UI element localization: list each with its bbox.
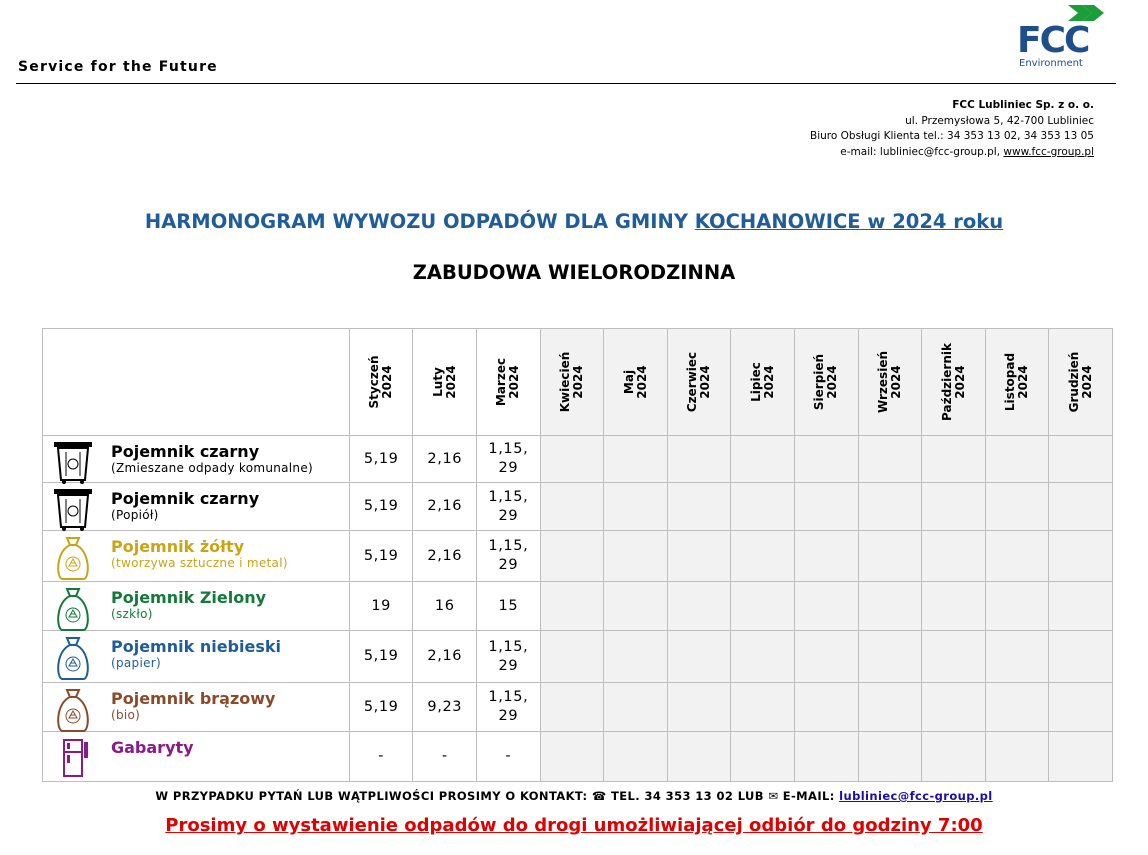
tagline: Service for the Future <box>18 59 218 75</box>
waste-type-cell <box>43 531 350 582</box>
pickup-dates-cell <box>604 531 668 582</box>
pickup-dates-cell <box>985 582 1049 631</box>
pickup-dates-cell <box>922 732 986 782</box>
month-header <box>858 329 922 436</box>
month-label: Listopad 2024 <box>1003 352 1031 412</box>
pickup-dates-cell <box>858 531 922 582</box>
pickup-dates-cell <box>604 732 668 782</box>
company-name: FCC Lubliniec Sp. z o. o. <box>952 99 1094 111</box>
pickup-notice: Prosimy o wystawienie odpadów do drogi umożliwiającej odbiór do godziny 7:00 <box>165 815 983 836</box>
pickup-dates-cell <box>922 436 986 483</box>
pickup-dates-cell: - <box>413 732 477 782</box>
pickup-dates-cell: - <box>477 732 541 782</box>
pickup-dates-cell <box>858 631 922 683</box>
month-label: Sierpień 2024 <box>812 353 840 411</box>
month-header <box>922 329 986 436</box>
month-header <box>604 329 668 436</box>
pickup-dates-cell: 5,19 <box>349 683 413 732</box>
month-header <box>540 329 604 436</box>
pickup-dates-cell: 1,15, 29 <box>477 483 541 531</box>
pickup-dates-cell <box>922 683 986 732</box>
waste-type-name: Pojemnik czarny <box>111 489 260 508</box>
pickup-dates-cell <box>667 436 731 483</box>
pickup-dates-cell: 5,19 <box>349 631 413 683</box>
pickup-dates-cell <box>985 531 1049 582</box>
pickup-dates-cell <box>1049 483 1113 531</box>
pickup-dates-cell <box>540 531 604 582</box>
pickup-dates-cell <box>540 683 604 732</box>
month-header <box>477 329 541 436</box>
pickup-dates-cell: 1,15, 29 <box>477 683 541 732</box>
pickup-dates-cell <box>795 483 859 531</box>
pickup-dates-cell: 1,15, 29 <box>477 631 541 683</box>
pickup-dates-cell <box>858 732 922 782</box>
header-divider <box>16 83 1116 84</box>
month-label: Październik 2024 <box>939 343 967 421</box>
schedule-table <box>42 328 1113 782</box>
pickup-dates-cell <box>1049 683 1113 732</box>
pickup-dates-cell <box>604 631 668 683</box>
waste-type-description: (tworzywa sztuczne i metal) <box>111 556 288 570</box>
pickup-dates-cell <box>667 732 731 782</box>
pickup-dates-cell <box>604 436 668 483</box>
month-header <box>667 329 731 436</box>
pickup-dates-cell <box>1049 531 1113 582</box>
month-label: Wrzesień 2024 <box>875 350 903 414</box>
pickup-dates-cell: 16 <box>413 582 477 631</box>
pickup-dates-cell: 1,15, 29 <box>477 436 541 483</box>
pickup-dates-cell: - <box>349 732 413 782</box>
pickup-dates-cell <box>922 531 986 582</box>
pickup-dates-cell <box>985 732 1049 782</box>
pickup-dates-cell: 5,19 <box>349 483 413 531</box>
waste-type-description: (Zmieszane odpady komunalne) <box>111 461 313 475</box>
waste-type-cell <box>43 483 350 531</box>
pickup-dates-cell <box>604 683 668 732</box>
pickup-dates-cell: 2,16 <box>413 483 477 531</box>
waste-row <box>43 732 1113 782</box>
pickup-dates-cell <box>985 683 1049 732</box>
waste-type-description: (szkło) <box>111 607 153 621</box>
waste-type-name: Pojemnik czarny <box>111 442 260 461</box>
pickup-dates-cell <box>985 436 1049 483</box>
company-info <box>810 98 1094 160</box>
pickup-dates-cell <box>858 683 922 732</box>
pickup-dates-cell <box>922 582 986 631</box>
waste-row <box>43 683 1113 732</box>
month-label: Grudzień 2024 <box>1066 351 1094 413</box>
page-title: HARMONOGRAM WYWOZU ODPADÓW DLA GMINY KOCHANOWICE w 2024 roku <box>144 210 1004 233</box>
pickup-dates-cell <box>858 436 922 483</box>
month-label: Czerwiec 2024 <box>685 351 713 413</box>
waste-type-name: Pojemnik Zielony <box>111 588 267 607</box>
pickup-dates-cell <box>1049 436 1113 483</box>
pickup-dates-cell <box>922 631 986 683</box>
pickup-dates-cell <box>667 683 731 732</box>
company-phone: Biuro Obsługi Klienta tel.: 34 353 13 02, 34 353 13 05 <box>810 130 1094 142</box>
month-header <box>795 329 859 436</box>
waste-type-cell <box>43 582 350 631</box>
waste-type-description: (Popiół) <box>111 508 159 522</box>
pickup-dates-cell <box>731 436 795 483</box>
month-label: Maj 2024 <box>621 365 649 399</box>
month-label: Marzec 2024 <box>494 357 522 407</box>
month-header-row <box>43 329 1113 436</box>
waste-type-name: Pojemnik brązowy <box>111 689 276 708</box>
waste-row <box>43 582 1113 631</box>
pickup-dates-cell <box>540 436 604 483</box>
pickup-dates-cell <box>795 683 859 732</box>
pickup-dates-cell <box>731 683 795 732</box>
company-address: ul. Przemysłowa 5, 42-700 Lubliniec <box>905 114 1094 127</box>
pickup-dates-cell: 2,16 <box>413 631 477 683</box>
pickup-dates-cell <box>667 582 731 631</box>
pickup-dates-cell <box>795 631 859 683</box>
pickup-dates-cell: 19 <box>349 582 413 631</box>
waste-row <box>43 531 1113 582</box>
month-label: Styczeń 2024 <box>367 355 395 409</box>
pickup-dates-cell <box>795 732 859 782</box>
svg-text:Environment: Environment <box>1019 58 1083 69</box>
pickup-dates-cell: 5,19 <box>349 436 413 483</box>
month-header <box>985 329 1049 436</box>
waste-row <box>43 483 1113 531</box>
pickup-dates-cell <box>1049 582 1113 631</box>
pickup-dates-cell <box>731 732 795 782</box>
pickup-dates-cell <box>985 483 1049 531</box>
pickup-dates-cell <box>795 582 859 631</box>
month-label: Kwiecień 2024 <box>557 351 585 413</box>
waste-type-name: Gabaryty <box>111 738 194 757</box>
pickup-dates-cell: 1,15, 29 <box>477 531 541 582</box>
pickup-dates-cell <box>858 582 922 631</box>
pickup-dates-cell: 2,16 <box>413 436 477 483</box>
waste-type-cell <box>43 732 350 782</box>
month-label: Lipiec 2024 <box>748 362 776 402</box>
pickup-dates-cell <box>540 483 604 531</box>
pickup-dates-cell: 15 <box>477 582 541 631</box>
pickup-dates-cell <box>1049 732 1113 782</box>
contact-text: W PRZYPADKU PYTAŃ LUB WĄTPLIWOŚCI PROSIMY O KONTAKT: ☎ TEL. 34 353 13 02 LUB ✉ E-MAIL: <box>155 789 840 803</box>
pickup-dates-cell <box>604 582 668 631</box>
waste-row <box>43 436 1113 483</box>
page-subtitle: ZABUDOWA WIELORODZINNA <box>412 261 736 284</box>
waste-type-cell <box>43 683 350 732</box>
pickup-dates-cell <box>540 631 604 683</box>
pickup-dates-cell <box>731 631 795 683</box>
pickup-dates-cell <box>731 483 795 531</box>
month-label: Luty 2024 <box>430 365 458 399</box>
pickup-dates-cell <box>604 483 668 531</box>
company-email-line <box>810 145 1094 161</box>
pickup-dates-cell <box>667 631 731 683</box>
waste-type-description: (papier) <box>111 656 162 670</box>
month-header <box>413 329 477 436</box>
pickup-dates-cell: 5,19 <box>349 531 413 582</box>
pickup-dates-cell <box>667 531 731 582</box>
pickup-dates-cell <box>985 631 1049 683</box>
month-header <box>349 329 413 436</box>
svg-text:FCC: FCC <box>1017 20 1089 61</box>
pickup-dates-cell <box>731 582 795 631</box>
month-header <box>731 329 795 436</box>
pickup-dates-cell <box>1049 631 1113 683</box>
pickup-dates-cell <box>795 531 859 582</box>
waste-type-name: Pojemnik żółty <box>111 537 245 556</box>
waste-row <box>43 631 1113 683</box>
pickup-dates-cell <box>540 732 604 782</box>
pickup-dates-cell: 2,16 <box>413 531 477 582</box>
company-email: e-mail: lubliniec@fcc-group.pl, <box>840 145 1004 158</box>
pickup-dates-cell <box>540 582 604 631</box>
waste-type-description: (bio) <box>111 708 141 722</box>
waste-type-cell <box>43 436 350 483</box>
pickup-dates-cell <box>858 483 922 531</box>
contact-line <box>0 789 1148 803</box>
waste-type-cell <box>43 631 350 683</box>
municipality-name: KOCHANOWICE w 2024 roku <box>694 210 1004 233</box>
pickup-dates-cell <box>795 436 859 483</box>
pickup-dates-cell <box>922 483 986 531</box>
waste-type-name: Pojemnik niebieski <box>111 637 281 656</box>
table-corner <box>43 329 350 436</box>
fcc-logo <box>1016 3 1106 69</box>
month-header <box>1049 329 1113 436</box>
pickup-dates-cell <box>667 483 731 531</box>
pickup-dates-cell: 9,23 <box>413 683 477 732</box>
pickup-dates-cell <box>731 531 795 582</box>
company-website-link[interactable]: www.fcc-group.pl <box>1003 145 1094 158</box>
contact-email-link[interactable]: lubliniec@fcc-group.pl <box>839 789 993 803</box>
